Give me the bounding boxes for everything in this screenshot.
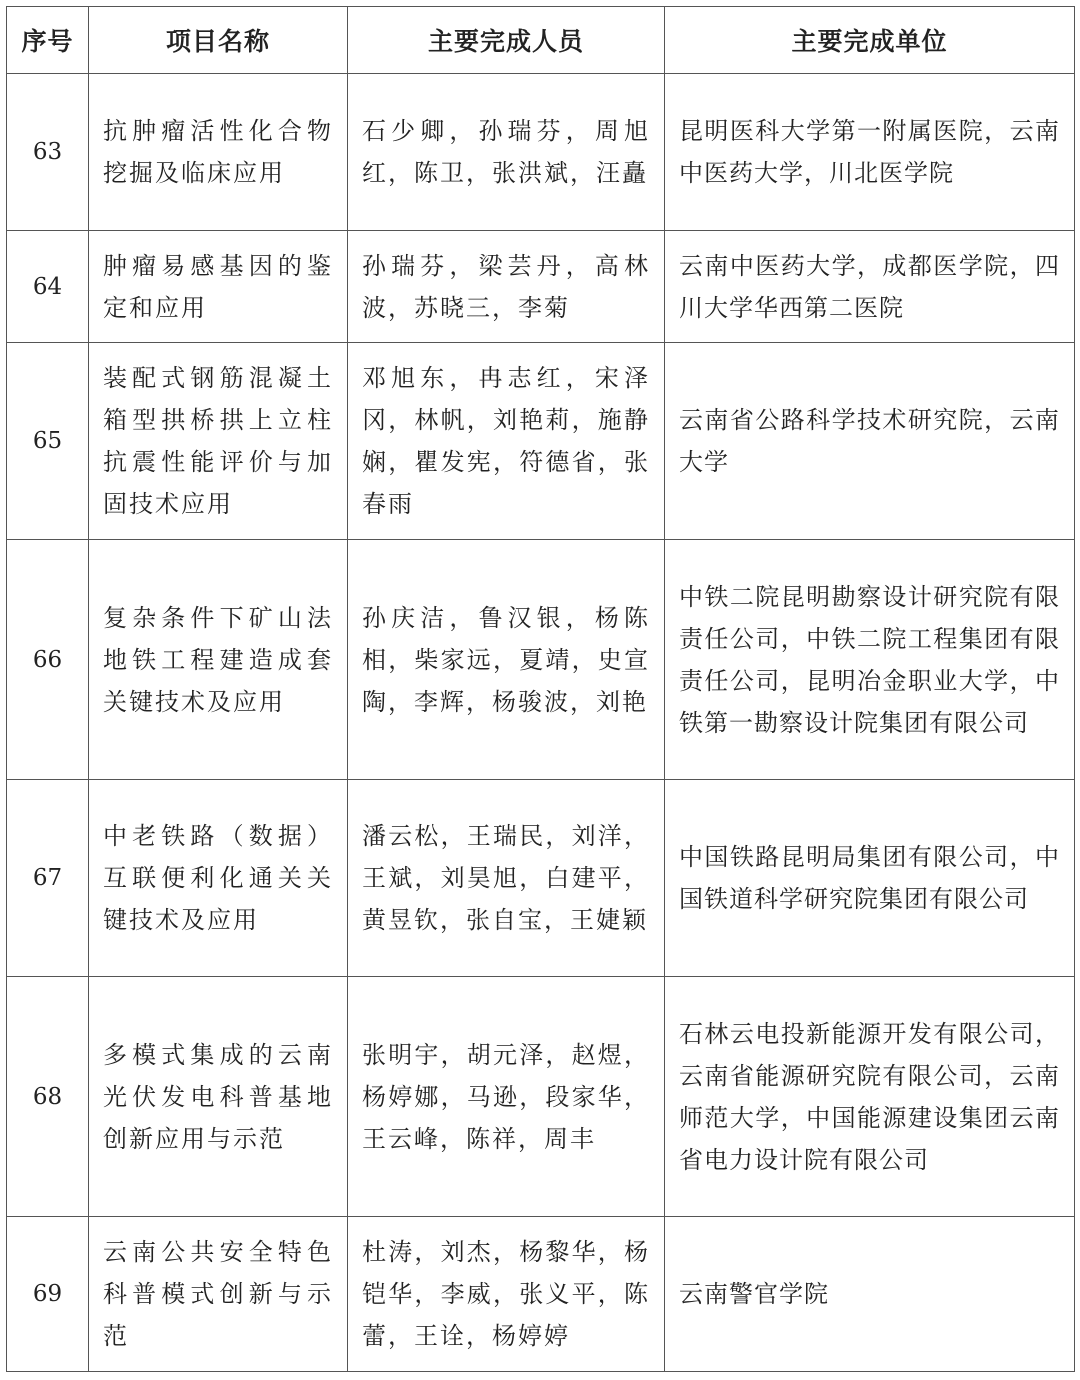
serial-number-cell: 65: [7, 343, 89, 540]
serial-number-cell: 66: [7, 540, 89, 780]
project-name-cell: 抗肿瘤活性化合物挖掘及临床应用: [89, 74, 348, 231]
personnel-cell: 石少卿，孙瑞芬，周旭红，陈卫，张洪斌，汪矗: [348, 74, 665, 231]
table-row: [7, 977, 1075, 1217]
personnel-cell: 杜涛，刘杰，杨黎华，杨铠华，李威，张义平，陈蕾，王诠，杨婷婷: [348, 1217, 665, 1372]
units-cell: 石林云电投新能源开发有限公司，云南省能源研究院有限公司，云南师范大学，中国能源建设集团云南省电力设计院有限公司: [665, 977, 1075, 1217]
serial-number-cell: 68: [7, 977, 89, 1217]
awards-table: [6, 6, 1075, 1372]
units-cell: 云南警官学院: [665, 1217, 1075, 1372]
serial-number-cell: 69: [7, 1217, 89, 1372]
personnel-cell: 潘云松，王瑞民，刘洋，王斌，刘昊旭，白建平，黄昱钦，张自宝，王婕颖: [348, 780, 665, 977]
table-row: [7, 780, 1075, 977]
table-row: [7, 231, 1075, 343]
units-cell: 云南中医药大学，成都医学院，四川大学华西第二医院: [665, 231, 1075, 343]
header-main-personnel: 主要完成人员: [348, 7, 665, 74]
serial-number-cell: 64: [7, 231, 89, 343]
units-cell: 云南省公路科学技术研究院，云南大学: [665, 343, 1075, 540]
header-project-name: 项目名称: [89, 7, 348, 74]
project-name-cell: 装配式钢筋混凝土箱型拱桥拱上立柱抗震性能评价与加固技术应用: [89, 343, 348, 540]
project-name-cell: 复杂条件下矿山法地铁工程建造成套关键技术及应用: [89, 540, 348, 780]
header-main-units: 主要完成单位: [665, 7, 1075, 74]
header-serial-number: 序号: [7, 7, 89, 74]
personnel-cell: 张明宇，胡元泽，赵煜，杨婷娜，马逊，段家华，王云峰，陈祥，周丰: [348, 977, 665, 1217]
table-row: [7, 540, 1075, 780]
project-name-cell: 云南公共安全特色科普模式创新与示范: [89, 1217, 348, 1372]
table-row: [7, 343, 1075, 540]
project-name-cell: 中老铁路（数据）互联便利化通关关键技术及应用: [89, 780, 348, 977]
serial-number-cell: 63: [7, 74, 89, 231]
personnel-cell: 邓旭东，冉志红，宋泽冈，林帆，刘艳莉，施静娴，瞿发宪，符德省，张春雨: [348, 343, 665, 540]
project-name-cell: 肿瘤易感基因的鉴定和应用: [89, 231, 348, 343]
table-row: [7, 74, 1075, 231]
personnel-cell: 孙庆洁，鲁汉银，杨陈相，柴家远，夏靖，史宣陶，李辉，杨骏波，刘艳: [348, 540, 665, 780]
personnel-cell: 孙瑞芬，梁芸丹，高林波，苏晓三，李菊: [348, 231, 665, 343]
serial-number-cell: 67: [7, 780, 89, 977]
table-row: [7, 1217, 1075, 1372]
units-cell: 中铁二院昆明勘察设计研究院有限责任公司，中铁二院工程集团有限责任公司，昆明冶金职业大学，中铁第一勘察设计院集团有限公司: [665, 540, 1075, 780]
units-cell: 昆明医科大学第一附属医院，云南中医药大学，川北医学院: [665, 74, 1075, 231]
units-cell: 中国铁路昆明局集团有限公司，中国铁道科学研究院集团有限公司: [665, 780, 1075, 977]
header-row: [7, 7, 1075, 74]
project-name-cell: 多模式集成的云南光伏发电科普基地创新应用与示范: [89, 977, 348, 1217]
